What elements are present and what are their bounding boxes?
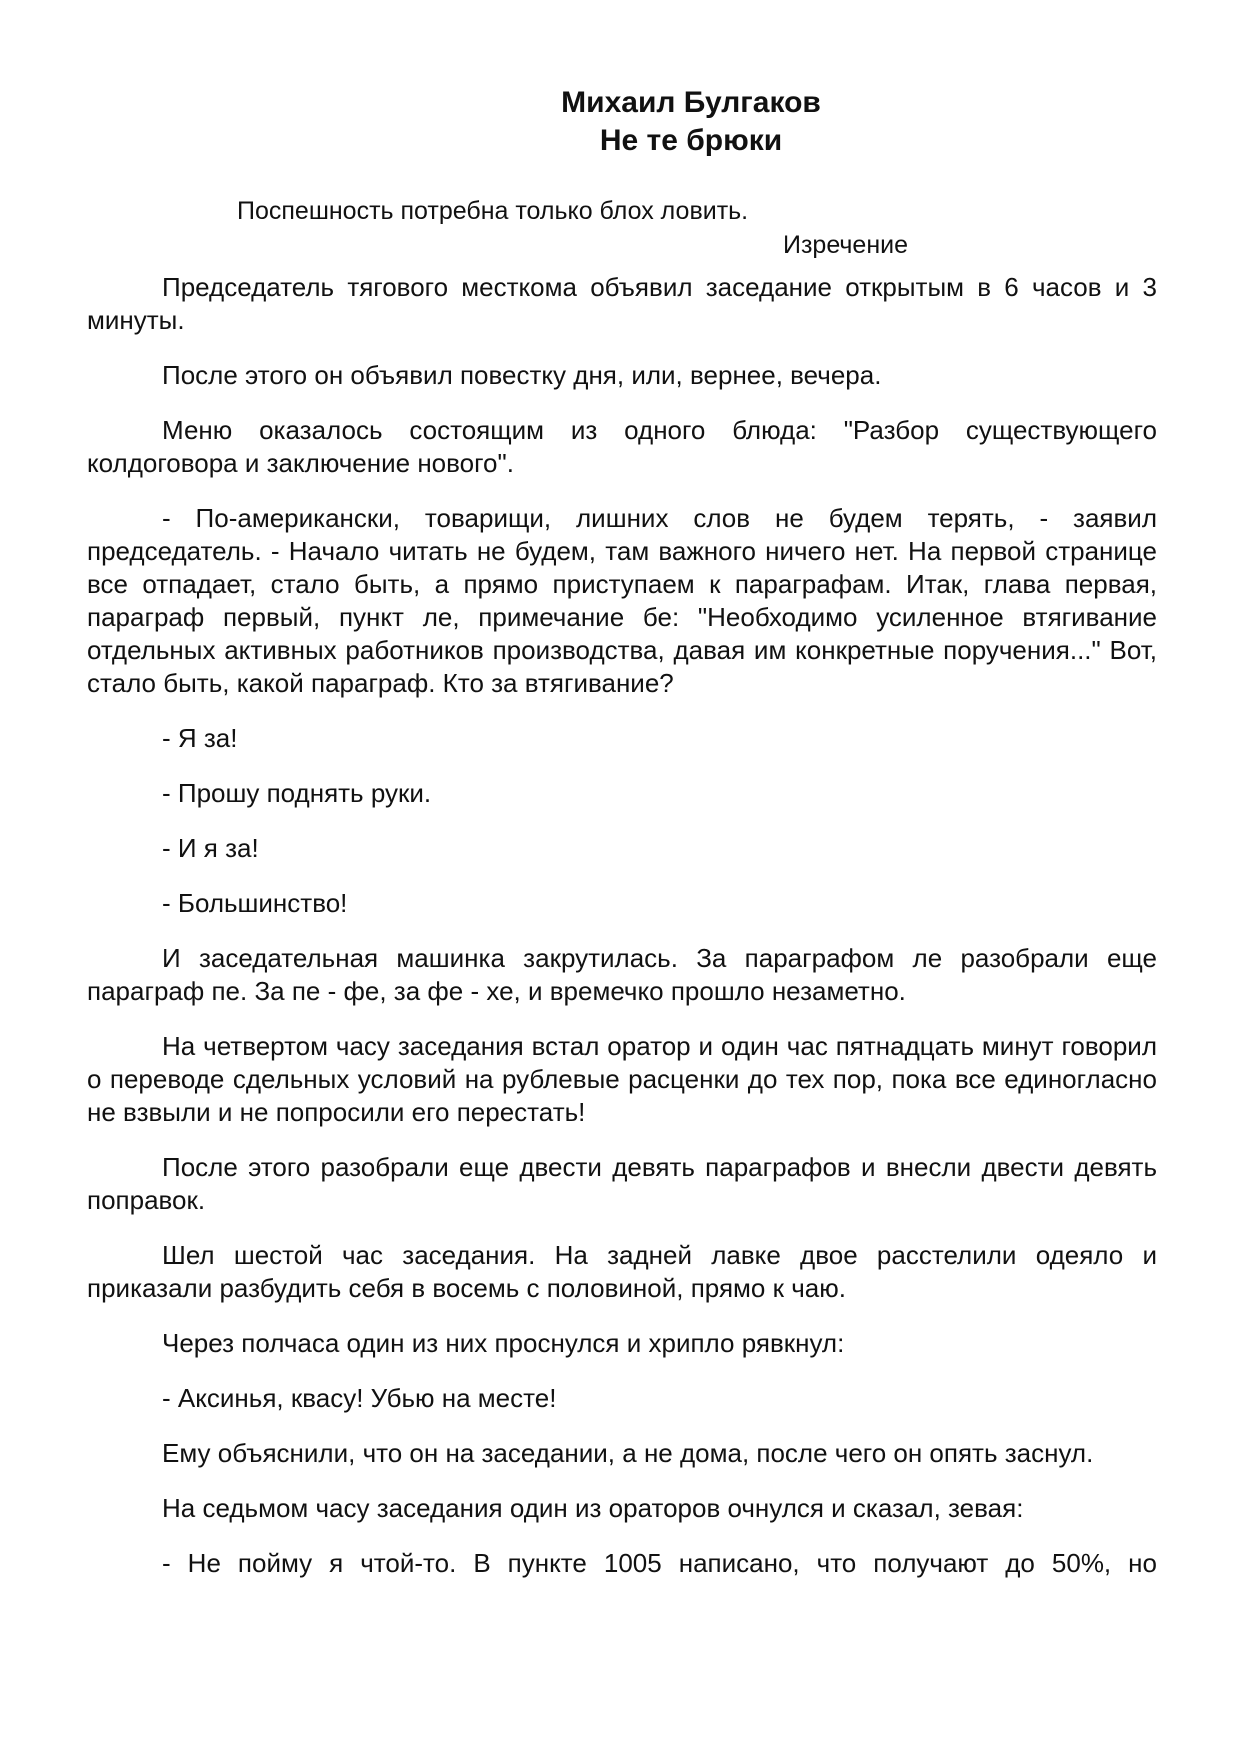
paragraph: После этого разобрали еще двести девять параграфов и внесли двести девять поправок. — [87, 1152, 1157, 1215]
paragraph: После этого он объявил повестку дня, или, вернее, вечера. — [162, 360, 882, 390]
paragraph: На седьмом часу заседания один из ораторов очнулся и сказал, зевая: — [162, 1493, 1024, 1523]
paragraph: Через полчаса один из них проснулся и хрипло рявкнул: — [162, 1328, 845, 1358]
paragraph: - По-американски, товарищи, лишних слов не будем терять, - заявил председатель. - Начало читать не будем, там важного ничего нет. На первой странице все отпадает, стало быть, а прямо приступаем к параграфам. Итак, глава первая, параграф первый, пункт ле, примечание бе: "Необходимо усиленное втягивание отдельных активных работников производства, давая им конкретные поручения..." Вот, стало быть, какой параграф. Кто за втягивание? — [87, 503, 1157, 698]
paragraph: На четвертом часу заседания встал оратор и один час пятнадцать минут говорил о переводе сдельных условий на рублевые расценки до тех пор, пока все единогласно не взвыли и не попросили его перестать! — [87, 1031, 1157, 1127]
paragraph: - Не пойму я чтой-то. В пункте 1005 написано, что получают до 50%, но — [162, 1548, 1157, 1578]
paragraph: Ему объяснили, что он на заседании, а не дома, после чего он опять заснул. — [162, 1438, 1094, 1468]
paragraph: Шел шестой час заседания. На задней лавке двое расстелили одеяло и приказали разбудить себя в восемь с половиной, прямо к чаю. — [87, 1240, 1157, 1303]
epigraph-text: Поспешность потребна только блох ловить. — [237, 197, 749, 225]
paragraph: Меню оказалось состоящим из одного блюда: "Разбор существующего колдоговора и заключение нового". — [87, 415, 1157, 478]
paragraph: - Я за! — [162, 723, 238, 753]
paragraph: - И я за! — [162, 833, 259, 863]
paragraph: Председатель тягового месткома объявил заседание открытым в 6 часов и 3 минуты. — [87, 272, 1157, 335]
author-name: Михаил Булгаков — [561, 86, 821, 119]
paragraph: - Прошу поднять руки. — [162, 778, 432, 808]
epigraph-source: Изречение — [783, 231, 909, 259]
paragraph: - Аксинья, квасу! Убью на месте! — [162, 1383, 557, 1413]
document-header — [0, 84, 1242, 160]
story-body — [87, 271, 1157, 1602]
paragraph: - Большинство! — [162, 888, 348, 918]
story-title: Не те брюки — [599, 124, 783, 157]
paragraph: И заседательная машинка закрутилась. За параграфом ле разобрали еще параграф пе. За пе - фе, за фе - хе, и времечко прошло незаметно. — [87, 943, 1157, 1006]
